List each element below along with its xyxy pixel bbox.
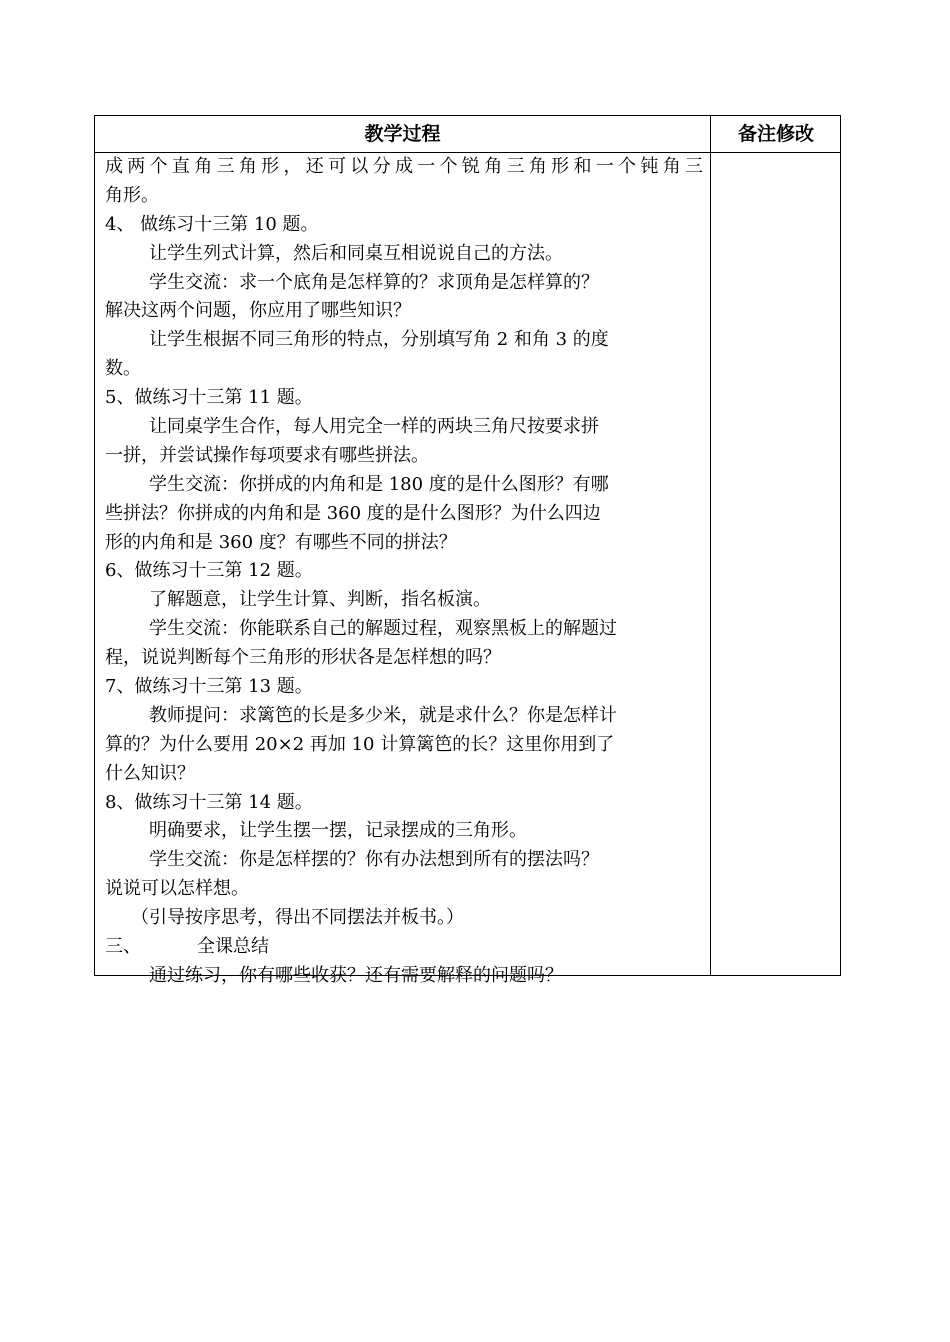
content-line: 教师提问：求篱笆的长是多少米，就是求什么？你是怎样计 — [149, 704, 617, 726]
teaching-process-content — [105, 153, 703, 991]
content-line: 程，说说判断每个三角形的形状各是怎样想的吗？ — [105, 647, 501, 669]
lesson-table — [94, 115, 841, 986]
content-line: 6、做练习十三第 12 题。 — [105, 560, 313, 582]
content-line: 角形。 — [105, 184, 159, 206]
content-line: 4、 做练习十三第 10 题。 — [105, 213, 319, 235]
content-line: 学生交流：你拼成的内角和是 180 度的是什么图形？有哪 — [149, 473, 609, 495]
content-line: 让学生列式计算，然后和同桌互相说说自己的方法。 — [149, 242, 563, 264]
content-line: 说说可以怎样想。 — [105, 878, 249, 900]
header-teaching-process: 教学过程 — [364, 123, 441, 145]
header-notes-revision: 备注修改 — [737, 123, 814, 145]
content-line: 成两个直角三角形，还可以分成一个锐角三角形和一个钝角三 — [105, 156, 703, 177]
content-line: 学生交流：你能联系自己的解题过程，观察黑板上的解题过 — [149, 618, 617, 640]
content-line: 什么知识？ — [105, 762, 195, 784]
content-line: 解决这两个问题，你应用了哪些知识？ — [105, 300, 411, 322]
column-divider — [710, 116, 711, 975]
section-title: 全课总结 — [197, 936, 269, 958]
content-line: 让学生根据不同三角形的特点，分别填写角 2 和角 3 的度 — [149, 329, 609, 351]
content-line: 5、做练习十三第 11 题。 — [105, 387, 313, 409]
content-line: 通过练习，你有哪些收获？还有需要解释的问题吗？ — [149, 964, 563, 986]
content-line: （引导按序思考，得出不同摆法并板书。） — [131, 907, 464, 929]
section-heading-line — [105, 933, 703, 962]
content-line: 明确要求，让学生摆一摆，记录摆成的三角形。 — [149, 820, 527, 842]
content-line: 些拼法？你拼成的内角和是 360 度的是什么图形？为什么四边 — [105, 502, 601, 524]
content-line: 算的？为什么要用 20×2 再加 10 计算篱笆的长？这里你用到了 — [105, 733, 615, 755]
content-line: 一拼，并尝试操作每项要求有哪些拼法。 — [105, 444, 429, 466]
content-line: 让同桌学生合作，每人用完全一样的两块三角尺按要求拼 — [149, 416, 599, 438]
content-line: 了解题意，让学生计算、判断，指名板演。 — [149, 589, 491, 611]
content-line: 学生交流：求一个底角是怎样算的？求顶角是怎样算的？ — [149, 271, 599, 293]
content-line: 学生交流：你是怎样摆的？你有办法想到所有的摆法吗？ — [149, 849, 599, 871]
content-line: 形的内角和是 360 度？有哪些不同的拼法？ — [105, 531, 457, 553]
content-line: 8、做练习十三第 14 题。 — [105, 791, 313, 813]
section-number: 三、 — [105, 936, 141, 958]
content-line: 7、做练习十三第 13 题。 — [105, 676, 313, 698]
content-line: 数。 — [105, 358, 141, 380]
